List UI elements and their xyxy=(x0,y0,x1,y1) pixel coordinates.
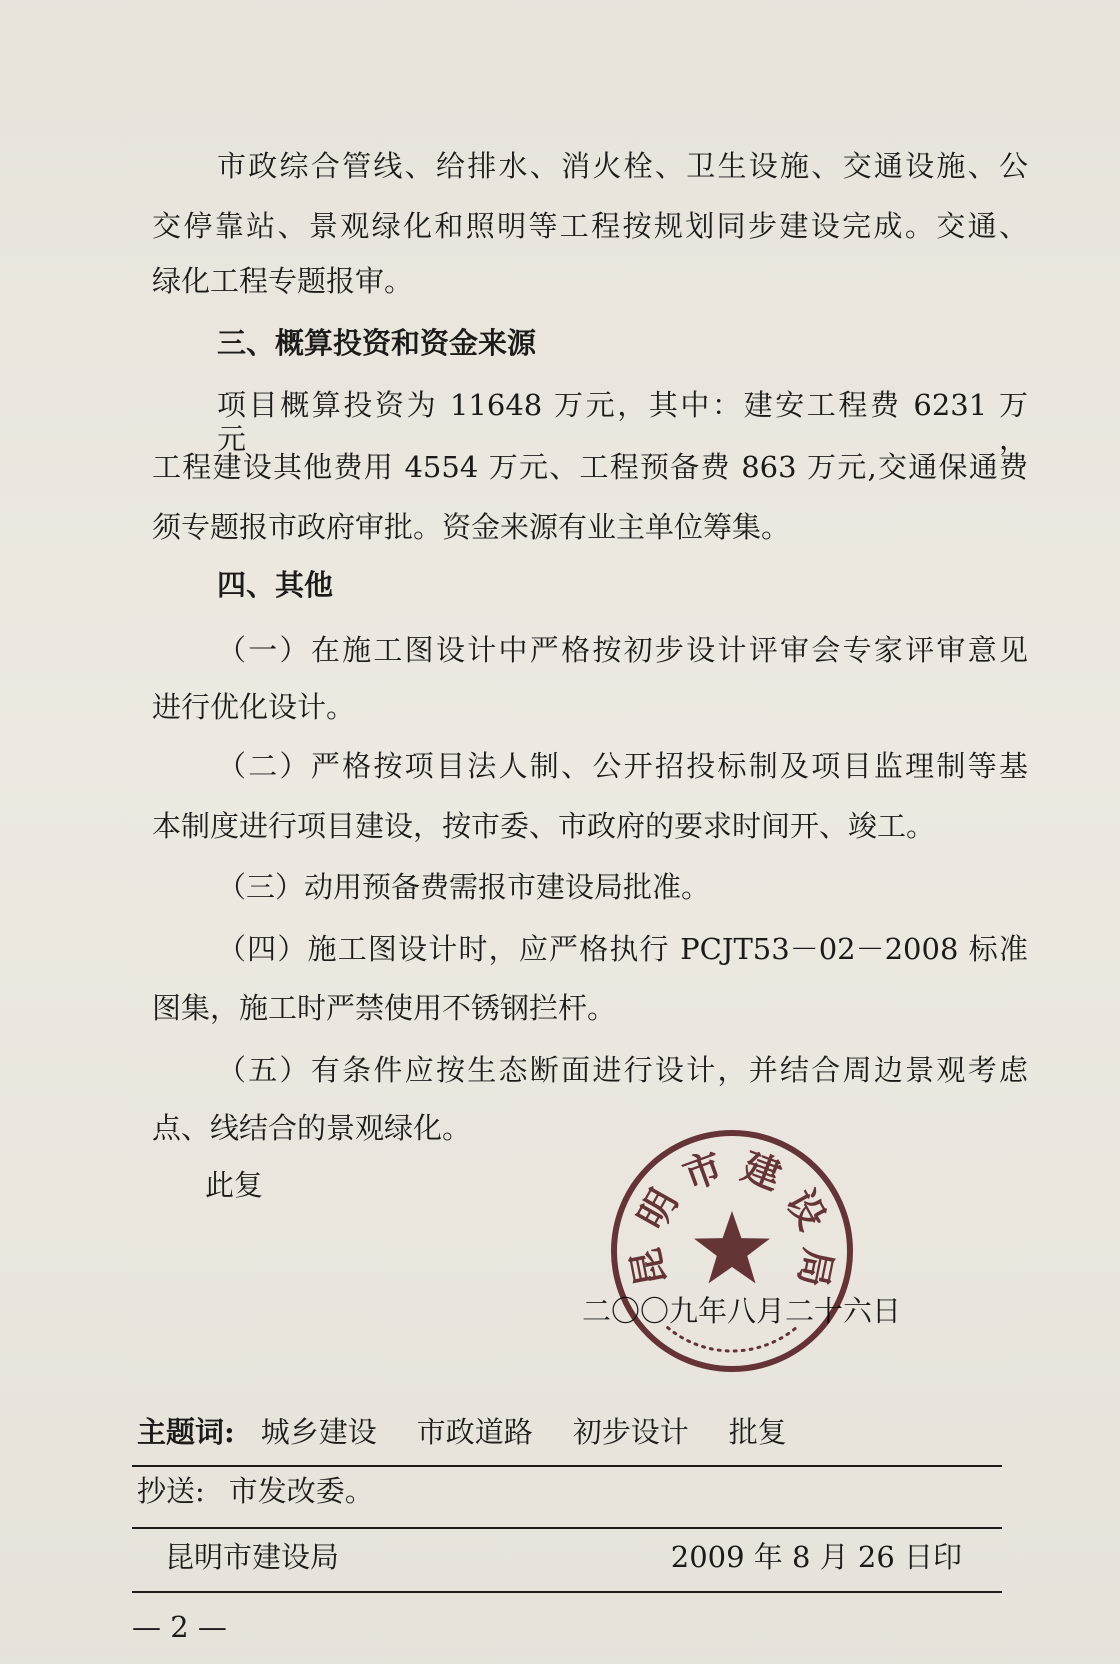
cc-value: 市发改委。 xyxy=(228,1474,374,1508)
section-heading-budget: 三、概算投资和资金来源 xyxy=(217,326,537,360)
print-date: 2009 年 8 月 26 日印 xyxy=(670,1540,962,1574)
seal-text: 昆明市建设局 xyxy=(622,1143,842,1291)
cc-line xyxy=(137,1474,374,1508)
paragraph-line: 工程建设其他费用 4554 万元、工程预备费 863 万元,交通保通费 xyxy=(152,450,1028,484)
closing-remark: 此复 xyxy=(205,1168,264,1202)
issuer-name: 昆明市建设局 xyxy=(165,1540,340,1574)
paragraph-line: 市政综合管线、给排水、消火栓、卫生设施、交通设施、公 xyxy=(217,149,1028,183)
paragraph-line: （一）在施工图设计中严格按初步设计评审会专家评审意见 xyxy=(217,633,1028,667)
seal-star-icon xyxy=(694,1211,770,1283)
footer-rule xyxy=(132,1465,1002,1467)
keywords-label: 主题词: xyxy=(137,1415,235,1449)
keyword: 初步设计 xyxy=(572,1415,689,1449)
paragraph-line: 交停靠站、景观绿化和照明等工程按规划同步建设完成。交通、 xyxy=(152,209,1028,243)
issue-date: 二〇〇九年八月二十六日 xyxy=(582,1294,902,1328)
footer-keywords xyxy=(137,1415,827,1449)
paragraph-line: 绿化工程专题报审。 xyxy=(152,264,414,298)
keyword: 批复 xyxy=(728,1415,787,1449)
keyword: 市政道路 xyxy=(416,1415,533,1449)
keyword: 城乡建设 xyxy=(260,1415,377,1449)
paragraph-line: 图集，施工时严禁使用不锈钢拦杆。 xyxy=(152,991,617,1025)
paragraph-line: 点、线结合的景观绿化。 xyxy=(152,1111,472,1145)
cc-label: 抄送: xyxy=(137,1474,205,1508)
paragraph-line: 本制度进行项目建设，按市委、市政府的要求时间开、竣工。 xyxy=(152,809,936,843)
paragraph-line: （五）有条件应按生态断面进行设计，并结合周边景观考虑 xyxy=(217,1053,1028,1087)
paragraph-line: 须专题报市政府审批。资金来源有业主单位筹集。 xyxy=(152,510,791,544)
official-seal xyxy=(607,1126,857,1376)
section-heading-other: 四、其他 xyxy=(217,568,334,602)
paragraph-line: （二）严格按项目法人制、公开招投标制及项目监理制等基 xyxy=(217,749,1028,783)
paragraph-line: （三）动用预备费需报市建设局批准。 xyxy=(217,870,711,904)
page-number: — 2 — xyxy=(132,1610,227,1644)
seal-serial-marks xyxy=(668,1328,797,1351)
paragraph-line: （四）施工图设计时，应严格执行 PCJT53－02－2008 标准 xyxy=(217,932,1028,966)
paragraph-line: 进行优化设计。 xyxy=(152,690,356,724)
paragraph-line: 项目概算投资为 11648 万元，其中：建安工程费 6231 万元， xyxy=(217,388,1028,456)
footer-rule xyxy=(132,1591,1002,1593)
footer-rule xyxy=(132,1527,1002,1529)
